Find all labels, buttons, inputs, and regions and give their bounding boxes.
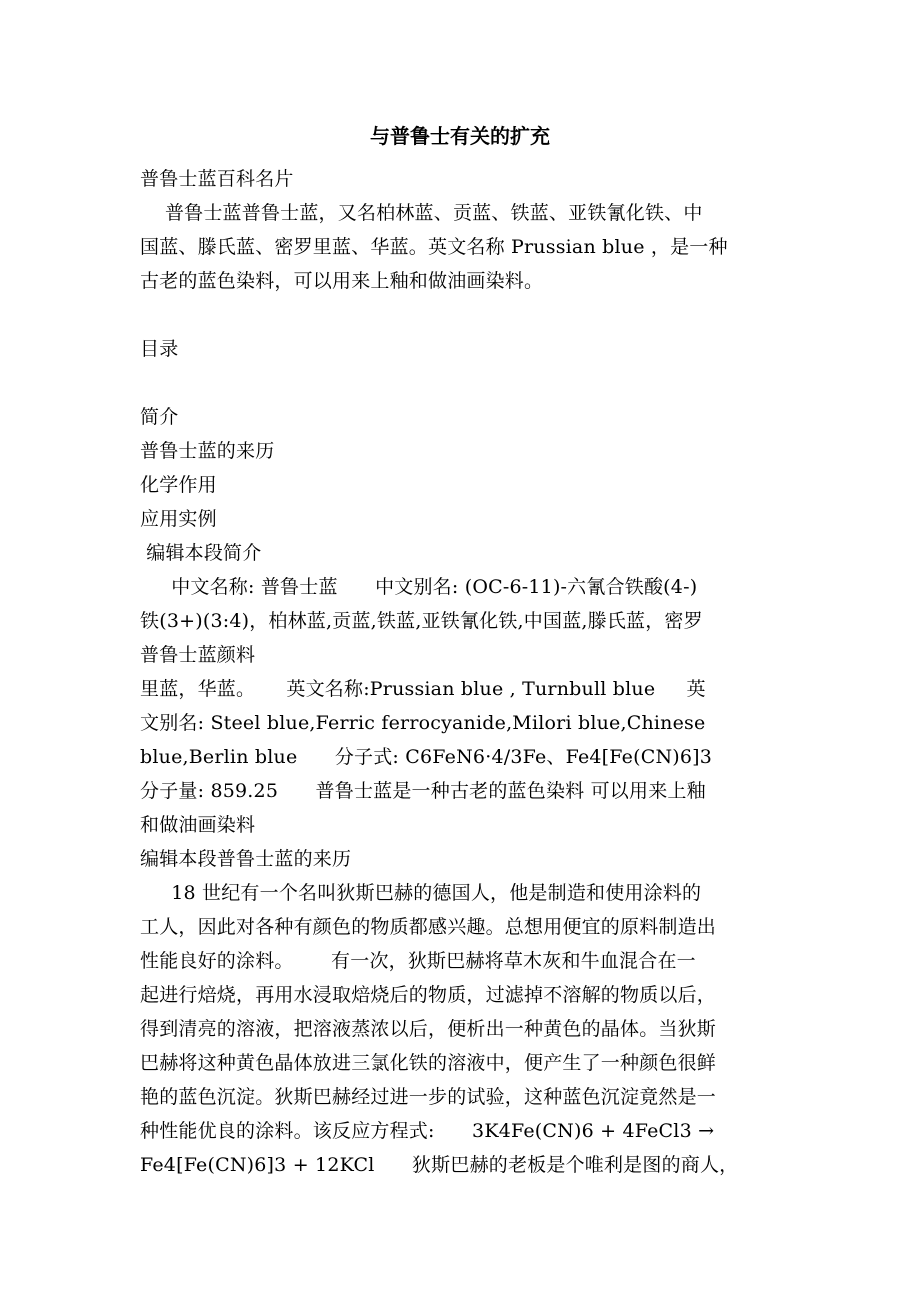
- text-line: 文别名: Steel blue,Ferric ferrocyanide,Milori blue,Chinese: [140, 712, 706, 734]
- text-line: 普鲁士蓝百科名片: [140, 168, 294, 190]
- text-line: 普鲁士蓝颜料: [140, 644, 256, 666]
- text-line: 18 世纪有一个名叫狄斯巴赫的德国人，他是制造和使用涂料的: [140, 882, 702, 904]
- text-line: Fe4[Fe(CN)6]3 + 12KCl 狄斯巴赫的老板是个唯利是图的商人，: [140, 1154, 739, 1176]
- text-line: 种性能优良的涂料。该反应方程式: 3K4Fe(CN)6 + 4FeCl3 →: [140, 1120, 715, 1142]
- toc-item[interactable]: 应用实例: [140, 508, 217, 530]
- text-line: 铁(3+)(3:4)，柏林蓝,贡蓝,铁蓝,亚铁氰化铁,中国蓝,滕氏蓝，密罗: [140, 610, 703, 632]
- text-line: 得到清亮的溶液，把溶液蒸浓以后，便析出一种黄色的晶体。当狄斯: [140, 1018, 717, 1040]
- text-line: 和做油画染料: [140, 814, 256, 836]
- text-line: 起进行焙烧，再用水浸取焙烧后的物质，过滤掉不溶解的物质以后，: [140, 984, 717, 1006]
- text-line: 艳的蓝色沉淀。狄斯巴赫经过进一步的试验，这种蓝色沉淀竟然是一: [140, 1086, 717, 1108]
- text-line: 国蓝、滕氏蓝、密罗里蓝、华蓝。英文名称 Prussian blue ，是一种: [140, 236, 728, 258]
- text-line: 普鲁士蓝普鲁士蓝，又名柏林蓝、贡蓝、铁蓝、亚铁氰化铁、中: [140, 202, 703, 224]
- toc-item[interactable]: 普鲁士蓝的来历: [140, 440, 275, 462]
- toc-heading: 目录: [140, 338, 179, 360]
- toc-item[interactable]: 化学作用: [140, 474, 217, 496]
- section-heading: 编辑本段简介: [140, 542, 262, 564]
- text-line: 古老的蓝色染料，可以用来上釉和做油画染料。: [140, 270, 544, 292]
- text-line: 里蓝，华蓝。 英文名称:Prussian blue , Turnbull blue 英: [140, 678, 706, 700]
- text-line: 中文名称: 普鲁士蓝 中文别名: (OC-6-11)-六氰合铁酸(4-): [140, 576, 698, 598]
- document-title: 与普鲁士有关的扩充: [370, 124, 550, 148]
- text-line: 巴赫将这种黄色晶体放进三氯化铁的溶液中，便产生了一种颜色很鲜: [140, 1052, 717, 1074]
- text-line: blue,Berlin blue 分子式: C6FeN6·4/3Fe、Fe4[Fe(CN)6]3: [140, 746, 713, 768]
- section-heading: 编辑本段普鲁士蓝的来历: [140, 848, 352, 870]
- text-line: 工人，因此对各种有颜色的物质都感兴趣。总想用便宜的原料制造出: [140, 916, 717, 938]
- toc-item[interactable]: 简介: [140, 406, 179, 428]
- text-line: 分子量: 859.25 普鲁士蓝是一种古老的蓝色染料 可以用来上釉: [140, 780, 706, 802]
- text-line: 性能良好的涂料。 有一次，狄斯巴赫将草木灰和牛血混合在一: [140, 950, 696, 972]
